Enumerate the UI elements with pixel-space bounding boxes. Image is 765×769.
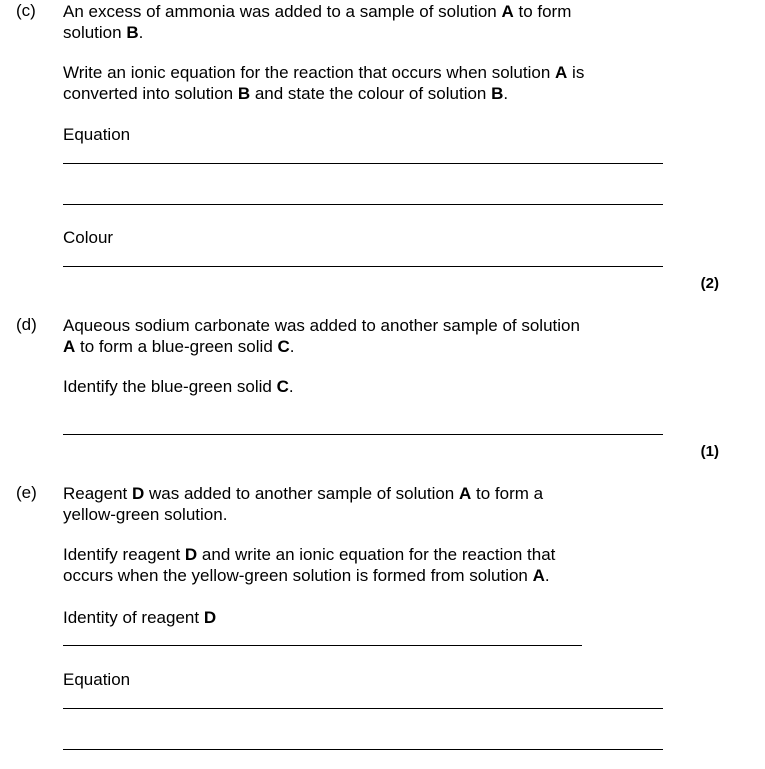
part-c-task: Write an ionic equation for the reaction that occurs when solution A is converted into solution B and state the colour of solution B. [63,63,585,103]
part-d-label: (d) [16,315,37,334]
part-e-label: (e) [16,483,37,502]
part-d-marks: (1) [700,443,719,460]
part-d-answer-line[interactable] [63,434,663,435]
part-c-marks: (2) [700,275,719,292]
part-d-task: Identify the blue-green solid C. [63,377,294,396]
part-e-stem: Reagent D was added to another sample of solution A to form a yellow-green solution. [63,484,544,524]
part-e-identity-answer-line[interactable] [63,645,582,646]
part-e-equation-label: Equation [63,670,131,689]
part-d-stem: Aqueous sodium carbonate was added to another sample of solution A to form a blue-green solid C. [63,316,580,356]
part-c-equation-answer-line-1[interactable] [63,163,663,164]
part-e-equation-answer-line-1[interactable] [63,708,663,709]
part-e-identity-label: Identity of reagent D [63,608,217,627]
part-c-equation-answer-line-2[interactable] [63,204,663,205]
part-e-task: Identify reagent D and write an ionic equation for the reaction that occurs when the yellow-green solution is formed from solution A. [63,545,556,585]
part-e-equation-answer-line-2[interactable] [63,749,663,750]
part-c-stem: An excess of ammonia was added to a sample of solution A to form solution B. [63,2,572,42]
part-c-label: (c) [16,1,36,20]
part-c-equation-label: Equation [63,125,131,144]
part-c-colour-label: Colour [63,228,114,247]
part-c-colour-answer-line[interactable] [63,266,663,267]
